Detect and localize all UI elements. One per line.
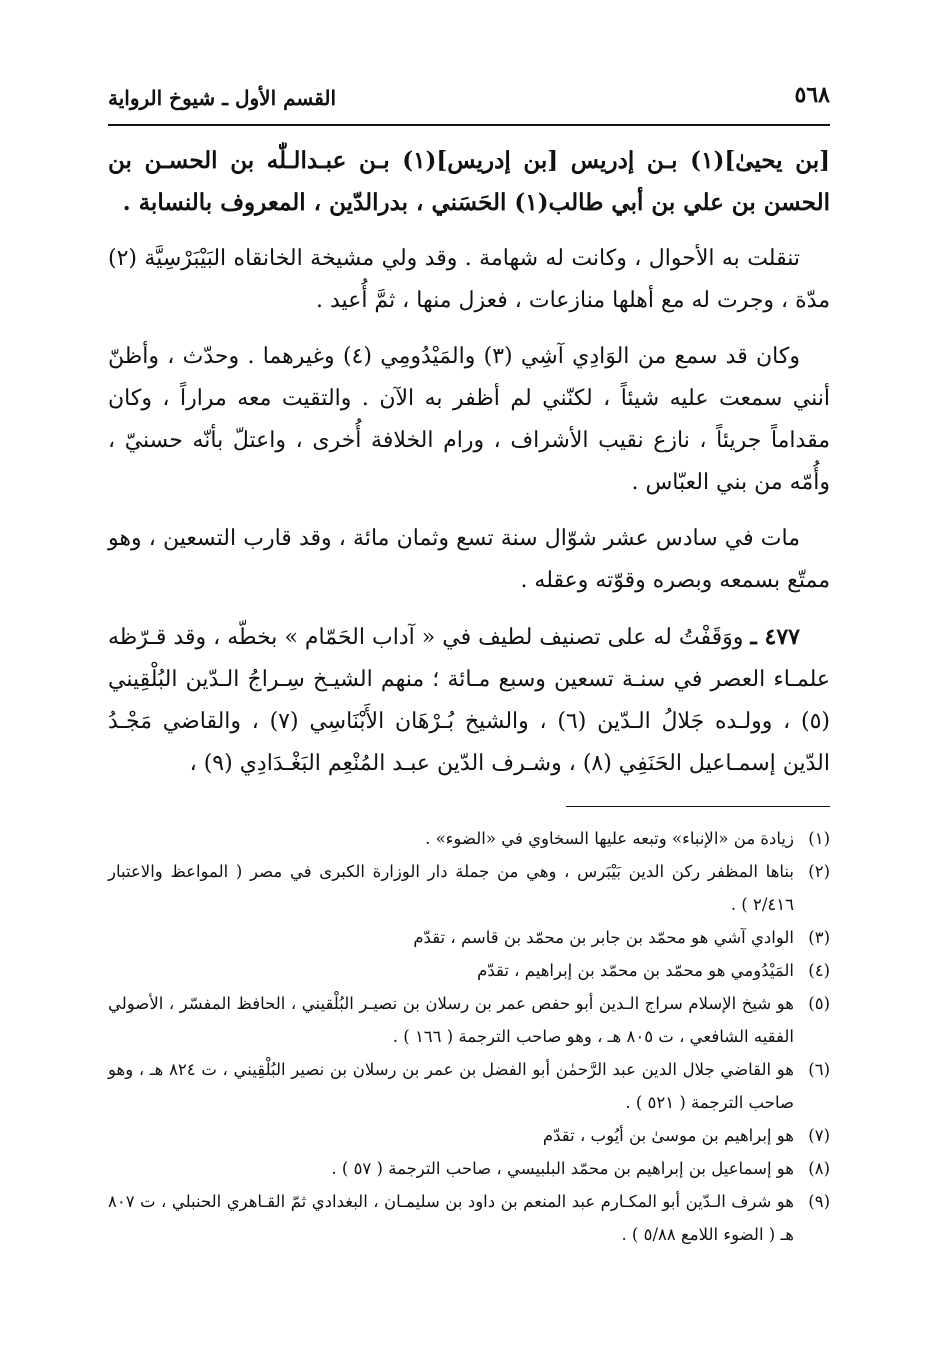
footnote [108, 954, 830, 987]
footnote-number: (٦) [808, 1060, 830, 1079]
footnote-text: هو شيخ الإسلام سراج الـدين أبو حفص عمر بن رسلان بن نصيـر البُلْقيني ، الحافظ المفسّر ، الأصولي الفقيه الشافعي ، ت ٨٠٥ هـ ، وهو صاحب الترجمة ( ١٦٦ ) . [108, 994, 794, 1046]
footnote-text: هو إبراهيم بن موسىٰ بن أيُوب ، تقدّم [542, 1126, 794, 1145]
main-text [108, 140, 830, 799]
footnote-number: (٣) [808, 928, 830, 947]
footnote [108, 1119, 830, 1152]
footnote [108, 855, 830, 921]
footnote [108, 1185, 830, 1251]
footnote-number: (٢) [808, 862, 830, 881]
footnote-number: (١) [808, 829, 830, 848]
entry-paragraph [108, 616, 830, 785]
footnote-number: (٤) [808, 961, 830, 980]
footnote [108, 987, 830, 1053]
footnote [108, 822, 830, 855]
entry-number: ٤٧٧ ـ [750, 624, 800, 650]
footnote [108, 1152, 830, 1185]
page-header [108, 80, 830, 126]
footnote-text: هو القاضي جلال الدين عبد الرَّحمٰن أبو الفضل بن عمر بن رسلان بن نصير البُلْقِيني ، ت ٨٢٤ هـ ، وهو صاحب الترجمة ( ٥٢١ ) . [108, 1060, 795, 1112]
running-title: القسم الأول ـ شيوخ الرواية [108, 86, 337, 110]
footnote-number: (٥) [808, 994, 830, 1013]
footnote-number: (٩) [808, 1192, 830, 1211]
footnote [108, 921, 830, 954]
footnote-text: هو شرف الـدّين أبو المكـارم عبد المنعم بن داود بن سليمـان ، البغدادي ثمّ القـاهري الحنبلي ، ت ٨٠٧ هـ ( الضوء اللامع ٥/٨٨ ) . [108, 1192, 794, 1244]
footnote-text: بناها المظفر ركن الدين بَيْبَرس ، وهي من جملة دار الوزارة الكبرى في مصر ( المواعظ والاعتبار ٢/٤١٦ ) . [108, 862, 794, 914]
entry-text: ووَقَفْتُ له على تصنيف لطيف في « آداب الحَمّام » بخطّه ، وقد قـرّظه علمـاء العصر في سنـة تسعين وسبع مـائة ؛ منهم الشيـخ سِـراجُ الـدّين البُلْقِيني (٥) ، وولـده جَلالُ الـدّين (٦) ، والشيخ بُـرْهَان الأَبْنَاسِي (٧) ، والقاضي مَجْـدُ الدّين إسمـاعيل الحَنَفِي (٨) ، وشـرف الدّين عبـد المُنْعِم البَغْـدَادِي (٩) ، [108, 625, 831, 776]
footnote-text: هو إسماعيل بن إبراهيم بن محمّد البلبيسي ، صاحب الترجمة ( ٥٧ ) . [331, 1159, 794, 1178]
footnote-text: زيادة من «الإنباء» وتبعه عليها السخاوي في «الضوء» . [425, 829, 794, 848]
body-paragraph: وكان قد سمع من الوَادِي آشِي (٣) والمَيْدُومِي (٤) وغيرهما . وحدّث ، وأظنّ أنني سمعت عليه شيئاً ، لكنّني لم أظفر به الآن . والتقيت معه مراراً ، وكان مقداماً جريئاً ، نازع نقيب الأشراف ، ورام الخلافة أُخرى ، واعتلّ بأنّه حسنيّ ، وأُمّه من بني العبّاس . [108, 344, 830, 495]
footnote-divider [566, 806, 830, 807]
body-paragraph: مات في سادس عشر شوّال سنة تسع وثمان مائة ، وقد قارب التسعين ، وهو ممتّع بسمعه وبصره وقوّته وعقله . [108, 526, 830, 593]
body-paragraph: تنقلت به الأحوال ، وكانت له شهامة . وقد ولي مشيخة الخانقاه البَيْبَرْسِيَّة (٢) مدّة ، وجرت له مع أهلها منازعات ، فعزل منها ، ثمَّ أُعيد . [108, 246, 830, 313]
footnotes [108, 822, 830, 1251]
footnote-number: (٨) [808, 1159, 830, 1178]
footnote-number: (٧) [808, 1126, 830, 1145]
footnote [108, 1053, 830, 1119]
footnote-text: المَيْدُومي هو محمّد بن محمّد بن إبراهيم ، تقدّم [477, 961, 794, 980]
entry-heading: [بن يحيىٰ](١) بـن إدريس [بن إدريس](١) بـن عبـدالـلّٰه بن الحسـن بن الحسن بن علي بن أبي طالب(١) الحَسَني ، بدرالدّين ، المعروف بالنسابة . [108, 147, 830, 216]
page-number: ٥٦٨ [794, 82, 830, 108]
footnote-text: الوادي آشي هو محمّد بن جابر بن محمّد بن قاسم ، تقدّم [413, 928, 794, 947]
